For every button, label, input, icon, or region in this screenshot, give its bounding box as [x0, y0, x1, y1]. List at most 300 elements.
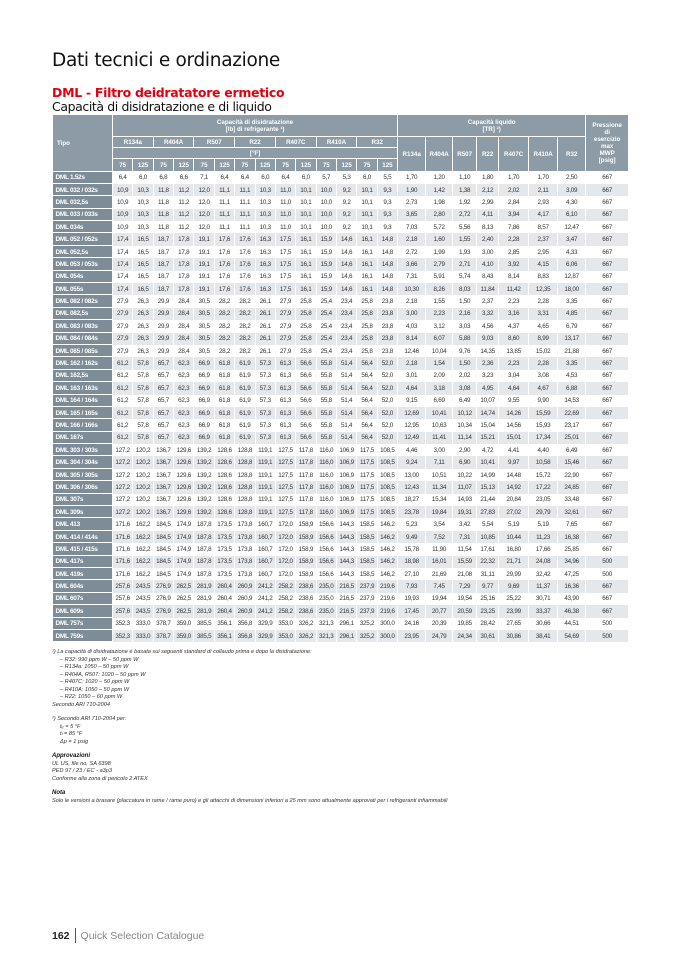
- table-row: [53, 593, 629, 605]
- dehydration-value: 128,6: [214, 469, 234, 481]
- dehydration-value: 139,2: [194, 444, 214, 456]
- dehydration-value: 27,9: [113, 308, 133, 320]
- liquid-capacity-value: 5,74: [453, 271, 477, 283]
- liquid-capacity-value: 15,02: [529, 345, 558, 357]
- dehydration-value: 17,6: [214, 271, 234, 283]
- liquid-capacity-value: 14,26: [499, 407, 529, 419]
- dehydration-value: 61,9: [235, 419, 255, 431]
- liquid-capacity-value: 19,31: [453, 506, 477, 518]
- dehydration-value: 56,6: [296, 407, 316, 419]
- dehydration-value: 11,8: [153, 196, 173, 208]
- header-pressure-line: Pressione: [592, 122, 622, 129]
- dehydration-value: 173,8: [235, 531, 255, 543]
- dehydration-value: 65,7: [153, 407, 173, 419]
- dehydration-value: 51,4: [336, 432, 356, 444]
- liquid-capacity-value: 2,72: [453, 209, 477, 221]
- dehydration-value: 26,1: [255, 320, 275, 332]
- dehydration-value: 119,1: [255, 469, 275, 481]
- dehydration-value: 9,3: [377, 209, 397, 221]
- dehydration-value: 144,3: [336, 543, 356, 555]
- dehydration-value: 174,9: [174, 518, 194, 530]
- dehydration-value: 28,4: [174, 333, 194, 345]
- dehydration-value: 28,4: [174, 320, 194, 332]
- dehydration-value: 62,3: [174, 432, 194, 444]
- dehydration-value: 16,1: [357, 258, 377, 270]
- liquid-capacity-value: 10,85: [477, 531, 499, 543]
- row-type: DML 164 / 164s: [53, 395, 113, 407]
- liquid-capacity-value: 5,19: [499, 518, 529, 530]
- dehydration-value: 173,8: [235, 568, 255, 580]
- dehydration-value: 171,6: [113, 543, 133, 555]
- liquid-capacity-value: 14,93: [453, 494, 477, 506]
- table-row: [53, 506, 629, 518]
- dehydration-value: 16,5: [133, 258, 153, 270]
- header-temperature: 125: [296, 159, 316, 172]
- dehydration-value: 171,6: [113, 518, 133, 530]
- dehydration-value: 6,0: [357, 172, 377, 184]
- dehydration-value: 173,8: [235, 543, 255, 555]
- liquid-capacity-value: 2,23: [499, 295, 529, 307]
- dehydration-value: 6,0: [296, 172, 316, 184]
- dehydration-value: 260,9: [235, 593, 255, 605]
- dehydration-value: 26,1: [255, 295, 275, 307]
- row-type: DML 609s: [53, 605, 113, 617]
- dehydration-value: 28,2: [235, 308, 255, 320]
- dehydration-value: 237,9: [357, 605, 377, 617]
- liquid-capacity-value: 7,11: [426, 456, 453, 468]
- liquid-capacity-value: 5,19: [529, 518, 558, 530]
- dehydration-value: 61,2: [113, 407, 133, 419]
- dehydration-value: 296,1: [336, 630, 356, 642]
- dehydration-value: 11,0: [275, 196, 295, 208]
- dehydration-value: 18,7: [153, 283, 173, 295]
- dehydration-value: 26,1: [255, 345, 275, 357]
- row-type: DML 1.52s: [53, 172, 113, 184]
- dehydration-value: 16,3: [255, 283, 275, 295]
- dehydration-value: 17,6: [235, 258, 255, 270]
- dehydration-value: 10,3: [255, 196, 275, 208]
- dehydration-value: 156,6: [316, 568, 336, 580]
- liquid-capacity-value: 15,59: [529, 407, 558, 419]
- dehydration-value: 276,9: [153, 580, 173, 592]
- header-temperature: 125: [133, 159, 153, 172]
- liquid-capacity-value: 9,55: [499, 395, 529, 407]
- dehydration-value: 16,3: [255, 271, 275, 283]
- dehydration-value: 6,0: [133, 172, 153, 184]
- liquid-capacity-value: 24,85: [558, 481, 586, 493]
- dehydration-value: 66,9: [194, 382, 214, 394]
- dehydration-value: 9,2: [336, 196, 356, 208]
- dehydration-value: 129,6: [174, 481, 194, 493]
- dehydration-value: 56,6: [296, 432, 316, 444]
- table-row: [53, 258, 629, 270]
- header-refrigerant-liquid: R32: [558, 137, 586, 172]
- liquid-capacity-value: 8,57: [529, 221, 558, 233]
- liquid-capacity-value: 15,13: [477, 481, 499, 493]
- liquid-capacity-value: 1,42: [426, 184, 453, 196]
- liquid-capacity-value: 12,46: [398, 345, 426, 357]
- liquid-capacity-value: 11,54: [453, 543, 477, 555]
- dehydration-value: 10,3: [133, 221, 153, 233]
- max-pressure-value: 667: [586, 469, 629, 481]
- dehydration-value: 187,8: [194, 568, 214, 580]
- dehydration-value: 162,2: [133, 543, 153, 555]
- dehydration-value: 108,5: [377, 494, 397, 506]
- dehydration-value: 61,3: [275, 395, 295, 407]
- dehydration-value: 260,4: [214, 580, 234, 592]
- dehydration-value: 61,9: [235, 370, 255, 382]
- liquid-capacity-value: 14,56: [499, 419, 529, 431]
- liquid-capacity-value: 3,47: [558, 233, 586, 245]
- dehydration-value: 61,8: [214, 407, 234, 419]
- dehydration-value: 57,8: [133, 370, 153, 382]
- liquid-capacity-value: 15,34: [426, 494, 453, 506]
- table-row: [53, 518, 629, 530]
- dehydration-value: 61,9: [235, 432, 255, 444]
- row-type: DML 082 / 082s: [53, 295, 113, 307]
- dehydration-value: 160,7: [255, 518, 275, 530]
- header-dehydration-label: Capacità di disidratazione: [216, 118, 294, 126]
- footnote-1-item: – R404A, R507: 1020 – 50 ppm W: [60, 671, 146, 678]
- dehydration-value: 65,7: [153, 370, 173, 382]
- dehydration-value: 11,1: [214, 184, 234, 196]
- dehydration-value: 129,6: [174, 444, 194, 456]
- dehydration-value: 14,6: [336, 246, 356, 258]
- liquid-capacity-value: 3,00: [398, 308, 426, 320]
- liquid-capacity-value: 2,72: [398, 246, 426, 258]
- dehydration-value: 144,3: [336, 568, 356, 580]
- liquid-capacity-value: 4,15: [529, 258, 558, 270]
- dehydration-value: 258,2: [275, 605, 295, 617]
- liquid-capacity-value: 14,99: [477, 469, 499, 481]
- dehydration-value: 127,5: [275, 494, 295, 506]
- row-type: DML 084 / 084s: [53, 333, 113, 345]
- dehydration-value: 51,4: [336, 357, 356, 369]
- dehydration-value: 139,2: [194, 506, 214, 518]
- dehydration-value: 9,2: [336, 184, 356, 196]
- dehydration-value: 359,0: [174, 618, 194, 630]
- liquid-capacity-value: 2,18: [398, 295, 426, 307]
- catalogue-name: Quick Selection Catalogue: [80, 929, 205, 942]
- max-pressure-value: 667: [586, 419, 629, 431]
- dehydration-value: 129,6: [174, 469, 194, 481]
- dehydration-value: 146,2: [377, 518, 397, 530]
- dehydration-value: 184,5: [153, 518, 173, 530]
- dehydration-value: 28,2: [235, 345, 255, 357]
- dehydration-value: 128,6: [214, 481, 234, 493]
- dehydration-value: 158,9: [296, 543, 316, 555]
- row-type: DML 304 / 304s: [53, 456, 113, 468]
- liquid-capacity-value: 15,72: [529, 469, 558, 481]
- table-header: [53, 115, 629, 172]
- row-type: DML 166 / 166s: [53, 419, 113, 431]
- dehydration-value: 30,5: [194, 295, 214, 307]
- dehydration-value: 162,2: [133, 556, 153, 568]
- dehydration-value: 29,9: [153, 295, 173, 307]
- dehydration-value: 127,5: [275, 481, 295, 493]
- liquid-capacity-value: 3,09: [558, 184, 586, 196]
- dehydration-value: 65,7: [153, 357, 173, 369]
- dehydration-value: 26,3: [133, 333, 153, 345]
- dehydration-value: 6,4: [275, 172, 295, 184]
- row-type: DML 604s: [53, 580, 113, 592]
- header-pressure-line: MWP: [599, 150, 615, 157]
- liquid-capacity-value: 2,90: [453, 444, 477, 456]
- liquid-capacity-value: 3,92: [499, 258, 529, 270]
- dehydration-value: 10,3: [255, 209, 275, 221]
- dehydration-value: 25,8: [296, 295, 316, 307]
- liquid-capacity-value: 3,65: [398, 209, 426, 221]
- dehydration-value: 61,9: [235, 407, 255, 419]
- liquid-capacity-value: 4,17: [529, 209, 558, 221]
- liquid-capacity-value: 23,95: [398, 630, 426, 642]
- liquid-capacity-value: 3,08: [453, 382, 477, 394]
- dehydration-value: 139,2: [194, 469, 214, 481]
- dehydration-value: 19,1: [194, 246, 214, 258]
- row-type: DML 033 / 033s: [53, 209, 113, 221]
- header-temperature: 75: [275, 159, 295, 172]
- dehydration-value: 16,1: [357, 271, 377, 283]
- dehydration-value: 235,0: [316, 605, 336, 617]
- dehydration-value: 162,2: [133, 531, 153, 543]
- max-pressure-value: 667: [586, 357, 629, 369]
- dehydration-value: 16,1: [296, 271, 316, 283]
- table-row: [53, 618, 629, 630]
- liquid-capacity-value: 15,01: [499, 432, 529, 444]
- dehydration-value: 156,6: [316, 518, 336, 530]
- dehydration-value: 300,0: [377, 630, 397, 642]
- liquid-capacity-value: 1,98: [426, 196, 453, 208]
- dehydration-value: 184,5: [153, 531, 173, 543]
- liquid-capacity-value: 4,72: [477, 444, 499, 456]
- liquid-capacity-value: 11,90: [426, 543, 453, 555]
- table-row: [53, 630, 629, 642]
- dehydration-value: 11,2: [174, 184, 194, 196]
- dehydration-value: 28,4: [174, 295, 194, 307]
- liquid-capacity-value: 10,58: [529, 456, 558, 468]
- dehydration-value: 106,9: [336, 481, 356, 493]
- table-row: [53, 580, 629, 592]
- dehydration-value: 276,9: [153, 593, 173, 605]
- dehydration-value: 57,3: [255, 357, 275, 369]
- dehydration-value: 16,1: [357, 233, 377, 245]
- header-liquid-label: Capacità liquido: [467, 118, 516, 126]
- header-liquid-unit: [TR] ²): [482, 125, 501, 133]
- liquid-capacity-value: 1,54: [426, 357, 453, 369]
- dehydration-value: 26,3: [133, 295, 153, 307]
- liquid-capacity-value: 29,79: [529, 506, 558, 518]
- dehydration-value: 127,2: [113, 481, 133, 493]
- max-pressure-value: 667: [586, 382, 629, 394]
- liquid-capacity-value: 11,14: [453, 432, 477, 444]
- dehydration-value: 219,6: [377, 593, 397, 605]
- dehydration-value: 9,3: [377, 184, 397, 196]
- dehydration-value: 241,2: [255, 580, 275, 592]
- dehydration-value: 187,8: [194, 556, 214, 568]
- liquid-capacity-value: 17,45: [398, 605, 426, 617]
- dehydration-value: 23,4: [336, 320, 356, 332]
- liquid-capacity-value: 3,35: [558, 357, 586, 369]
- dehydration-value: 11,2: [174, 221, 194, 233]
- liquid-capacity-value: 10,07: [477, 395, 499, 407]
- liquid-capacity-value: 3,54: [426, 518, 453, 530]
- liquid-capacity-value: 7,65: [558, 518, 586, 530]
- dehydration-value: 28,4: [174, 308, 194, 320]
- liquid-capacity-value: 22,69: [558, 407, 586, 419]
- dehydration-value: 18,7: [153, 233, 173, 245]
- liquid-capacity-value: 8,83: [529, 271, 558, 283]
- liquid-capacity-value: 4,64: [398, 382, 426, 394]
- header-temperature: 125: [174, 159, 194, 172]
- dehydration-value: 120,2: [133, 494, 153, 506]
- liquid-capacity-value: 2,28: [499, 233, 529, 245]
- dehydration-value: 116,0: [316, 494, 336, 506]
- dehydration-value: 158,9: [296, 531, 316, 543]
- dehydration-value: 120,2: [133, 481, 153, 493]
- header-refrigerant-dehyd: R407C: [275, 137, 316, 148]
- dehydration-value: 127,2: [113, 506, 133, 518]
- dehydration-value: 17,5: [275, 283, 295, 295]
- dehydration-value: 129,6: [174, 494, 194, 506]
- dehydration-value: 61,9: [235, 357, 255, 369]
- row-type: DML 414 / 414s: [53, 531, 113, 543]
- liquid-capacity-value: 3,04: [499, 370, 529, 382]
- dehydration-value: 17,5: [275, 271, 295, 283]
- max-pressure-value: 667: [586, 172, 629, 184]
- liquid-capacity-value: 10,51: [426, 469, 453, 481]
- dehydration-value: 28,2: [235, 320, 255, 332]
- liquid-capacity-value: 1,92: [453, 196, 477, 208]
- dehydration-value: 129,6: [174, 506, 194, 518]
- dehydration-value: 61,8: [214, 432, 234, 444]
- dehydration-value: 156,6: [316, 531, 336, 543]
- dehydration-value: 10,9: [113, 184, 133, 196]
- dehydration-value: 62,3: [174, 382, 194, 394]
- dehydration-value: 18,7: [153, 246, 173, 258]
- dehydration-value: 57,3: [255, 407, 275, 419]
- table-row: [53, 370, 629, 382]
- dehydration-value: 158,5: [357, 556, 377, 568]
- dehydration-value: 11,8: [153, 221, 173, 233]
- dehydration-value: 120,2: [133, 444, 153, 456]
- dehydration-value: 16,5: [133, 271, 153, 283]
- dehydration-value: 29,9: [153, 333, 173, 345]
- dehydration-value: 136,7: [153, 494, 173, 506]
- liquid-capacity-value: 27,10: [398, 568, 426, 580]
- liquid-capacity-value: 2,16: [453, 308, 477, 320]
- liquid-capacity-value: 13,00: [398, 469, 426, 481]
- row-type: DML 085 / 085s: [53, 345, 113, 357]
- dehydration-value: 57,8: [133, 419, 153, 431]
- row-type: DML 032,5s: [53, 196, 113, 208]
- dehydration-value: 281,9: [194, 593, 214, 605]
- dehydration-value: 11,1: [235, 184, 255, 196]
- dehydration-value: 16,3: [255, 258, 275, 270]
- liquid-capacity-value: 1,55: [453, 233, 477, 245]
- dehydration-value: 378,7: [153, 618, 173, 630]
- dehydration-value: 62,3: [174, 370, 194, 382]
- dehydration-value: 10,1: [357, 209, 377, 221]
- dehydration-value: 23,4: [336, 308, 356, 320]
- liquid-capacity-value: 3,16: [499, 308, 529, 320]
- dehydration-value: 61,3: [275, 419, 295, 431]
- footnote-1: ¹) La capacità di disidratazione è basata sui seguenti standard di collaudo prima e dopo la disidratazione:: [52, 649, 312, 656]
- dehydration-value: 117,5: [357, 481, 377, 493]
- dehydration-value: 108,5: [377, 469, 397, 481]
- dehydration-value: 17,6: [235, 246, 255, 258]
- liquid-capacity-value: 19,94: [426, 593, 453, 605]
- liquid-capacity-value: 4,03: [398, 320, 426, 332]
- liquid-capacity-value: 8,14: [398, 333, 426, 345]
- header-temperature: 75: [113, 159, 133, 172]
- dehydration-value: 156,6: [316, 556, 336, 568]
- dehydration-value: 57,8: [133, 357, 153, 369]
- table-row: [53, 333, 629, 345]
- page-number: 162: [52, 929, 70, 942]
- dehydration-value: 61,2: [113, 432, 133, 444]
- dehydration-value: 61,3: [275, 357, 295, 369]
- liquid-capacity-value: 22,32: [477, 556, 499, 568]
- liquid-capacity-value: 23,78: [398, 506, 426, 518]
- liquid-capacity-value: 8,03: [453, 283, 477, 295]
- liquid-capacity-value: 1,90: [398, 184, 426, 196]
- dehydration-value: 378,7: [153, 630, 173, 642]
- row-type: DML 419s: [53, 568, 113, 580]
- dehydration-value: 117,8: [296, 469, 316, 481]
- page-footer: [52, 928, 204, 943]
- dehydration-value: 173,8: [235, 556, 255, 568]
- dehydration-value: 106,9: [336, 456, 356, 468]
- dehydration-value: 262,5: [174, 580, 194, 592]
- dehydration-value: 260,9: [235, 605, 255, 617]
- dehydration-value: 117,8: [296, 456, 316, 468]
- dehydration-value: 9,2: [336, 221, 356, 233]
- dehydration-value: 127,5: [275, 469, 295, 481]
- table-row: [53, 419, 629, 431]
- liquid-capacity-value: 44,51: [558, 618, 586, 630]
- section-title: Capacità di disidratazione e di liquido: [52, 99, 272, 114]
- dehydration-value: 162,2: [133, 568, 153, 580]
- dehydration-value: 258,2: [275, 580, 295, 592]
- dehydration-value: 158,5: [357, 543, 377, 555]
- dehydration-value: 173,5: [214, 531, 234, 543]
- footer-divider: [75, 928, 76, 943]
- dehydration-value: 11,1: [235, 209, 255, 221]
- dehydration-value: 17,4: [113, 271, 133, 283]
- max-pressure-value: 667: [586, 605, 629, 617]
- header-pressure-line: di: [604, 129, 610, 136]
- dehydration-value: 55,8: [316, 395, 336, 407]
- dehydration-value: 57,3: [255, 382, 275, 394]
- dehydration-value: 12,0: [194, 221, 214, 233]
- dehydration-value: 160,7: [255, 543, 275, 555]
- dehydration-value: 9,3: [377, 196, 397, 208]
- dehydration-value: 57,3: [255, 395, 275, 407]
- liquid-capacity-value: 2,18: [398, 233, 426, 245]
- liquid-capacity-value: 18,27: [398, 494, 426, 506]
- liquid-capacity-value: 6,79: [558, 320, 586, 332]
- header-refrigerant-liquid: R22: [477, 137, 499, 172]
- row-type: DML 413: [53, 518, 113, 530]
- liquid-capacity-value: 1,60: [426, 233, 453, 245]
- liquid-capacity-value: 6,90: [453, 456, 477, 468]
- dehydration-value: 128,8: [235, 481, 255, 493]
- liquid-capacity-value: 9,76: [453, 345, 477, 357]
- row-type: DML 052 / 052s: [53, 233, 113, 245]
- liquid-capacity-value: 22,90: [558, 469, 586, 481]
- header-temperature: 125: [336, 159, 356, 172]
- dehydration-value: 325,2: [357, 630, 377, 642]
